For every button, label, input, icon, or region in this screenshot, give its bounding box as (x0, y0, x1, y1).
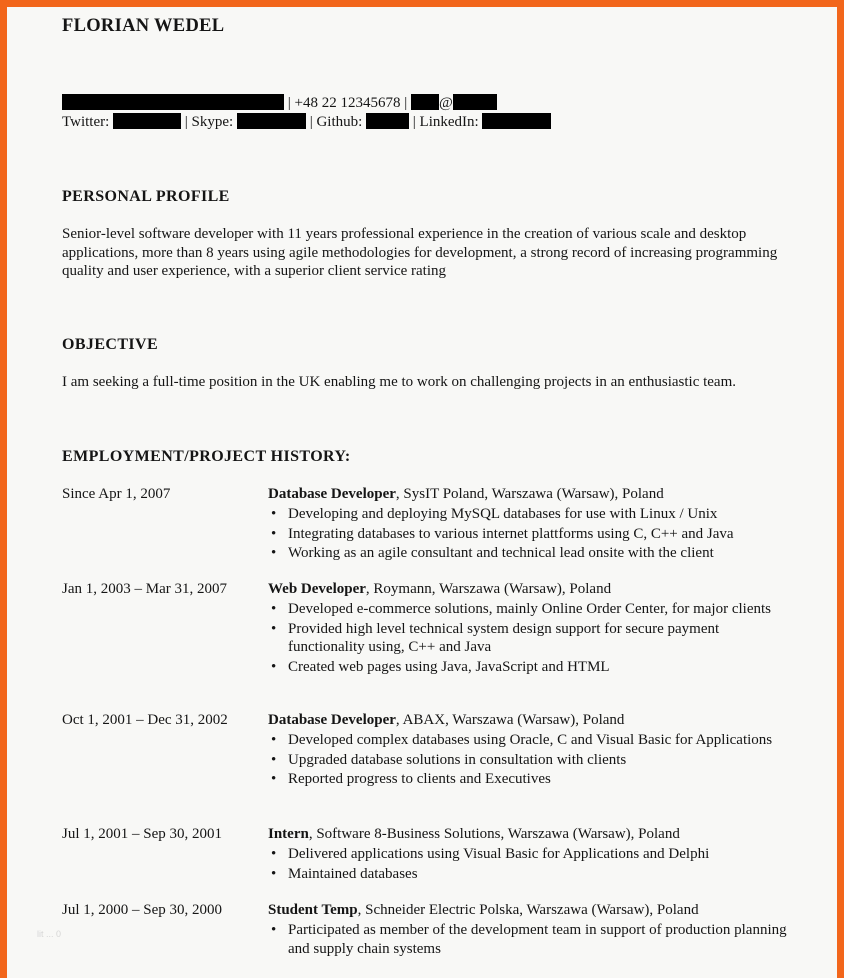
job-duty: • Upgraded database solutions in consultation with clients (268, 751, 788, 770)
job-title: Student Temp (268, 902, 358, 918)
job-duty: • Developing and deploying MySQL databases for use with Linux / Unix (268, 505, 788, 524)
phone-number: | +48 22 12345678 | (284, 95, 411, 111)
job-duty: • Developed e-commerce solutions, mainly Online Order Center, for major clients (268, 600, 788, 619)
profile-text: Senior-level software developer with 11 years professional experience in the creation of various scale and desktop applications, more than 8 years using agile methodologies for development, a strong record of increasing programming quality and user experience, with a superior client service rating (62, 226, 778, 279)
job-dates: Jul 1, 2001 – Sep 30, 2001 (62, 826, 223, 842)
job-heading (268, 486, 788, 503)
candidate-name: FLORIAN WEDEL (62, 16, 225, 36)
job-duties (268, 845, 788, 884)
job-duty: • Integrating databases to various internet plattforms using C, C++ and Java (268, 525, 788, 544)
redacted-linkedin (482, 113, 551, 129)
job-company: , ABAX, Warszawa (Warsaw), Poland (395, 712, 625, 728)
job-duties (268, 600, 788, 677)
job-dates: Jan 1, 2003 – Mar 31, 2007 (62, 581, 227, 597)
email-at-sign: @ (438, 95, 453, 111)
watermark: lit ... 0 (37, 929, 62, 939)
redacted-address (62, 94, 284, 110)
job-duty: • Working as an agile consultant and technical lead onsite with the client (268, 544, 788, 563)
job-company: , Schneider Electric Polska, Warszawa (Warsaw), Poland (357, 902, 699, 918)
job-duty: • Maintained databases (268, 865, 788, 884)
job-title: Web Developer (268, 581, 366, 597)
redacted-skype (237, 113, 306, 129)
objective-heading: OBJECTIVE (62, 336, 159, 353)
job-heading (268, 712, 788, 729)
redacted-email-user (411, 94, 439, 110)
profile-heading: PERSONAL PROFILE (62, 188, 230, 205)
linkedin-label: | LinkedIn: (409, 114, 483, 130)
job-company: , Software 8-Business Solutions, Warszawa (Warsaw), Poland (308, 826, 680, 842)
redacted-github (366, 113, 409, 129)
github-label: | Github: (305, 114, 367, 130)
job-dates: Oct 1, 2001 – Dec 31, 2002 (62, 712, 228, 728)
job-duties (268, 921, 788, 959)
job-company: , Roymann, Warszawa (Warsaw), Poland (365, 581, 612, 597)
objective-text: I am seeking a full-time position in the UK enabling me to work on challenging projects in an enthusiastic team. (62, 374, 737, 390)
job-heading (268, 826, 788, 843)
job-duty: • Reported progress to clients and Executives (268, 770, 788, 789)
contact-line-1 (62, 94, 497, 112)
job-duty: • Developed complex databases using Oracle, C and Visual Basic for Applications (268, 731, 788, 750)
job-duties (268, 505, 788, 564)
redacted-email-domain (453, 94, 497, 110)
job-heading (268, 581, 788, 598)
job-heading (268, 902, 788, 919)
employment-heading: EMPLOYMENT/PROJECT HISTORY: (62, 448, 351, 465)
job-dates: Since Apr 1, 2007 (62, 486, 171, 502)
job-company: , SysIT Poland, Warszawa (Warsaw), Poland (395, 486, 664, 502)
redacted-twitter (113, 113, 181, 129)
job-title: Database Developer (268, 712, 396, 728)
job-title: Intern (268, 826, 309, 842)
contact-line-2 (62, 113, 551, 131)
job-title: Database Developer (268, 486, 396, 502)
job-duty: • Participated as member of the development team in support of production planning and supply chain systems (268, 921, 788, 958)
job-dates: Jul 1, 2000 – Sep 30, 2000 (62, 902, 223, 918)
skype-label: | Skype: (181, 114, 237, 130)
job-duties (268, 731, 788, 790)
resume-page (7, 7, 837, 978)
job-duty: • Provided high level technical system design support for secure payment functionality using, C++ and Java (268, 620, 788, 657)
job-duty: • Created web pages using Java, JavaScript and HTML (268, 658, 788, 677)
twitter-label: Twitter: (62, 114, 114, 130)
job-duty: • Delivered applications using Visual Basic for Applications and Delphi (268, 845, 788, 864)
